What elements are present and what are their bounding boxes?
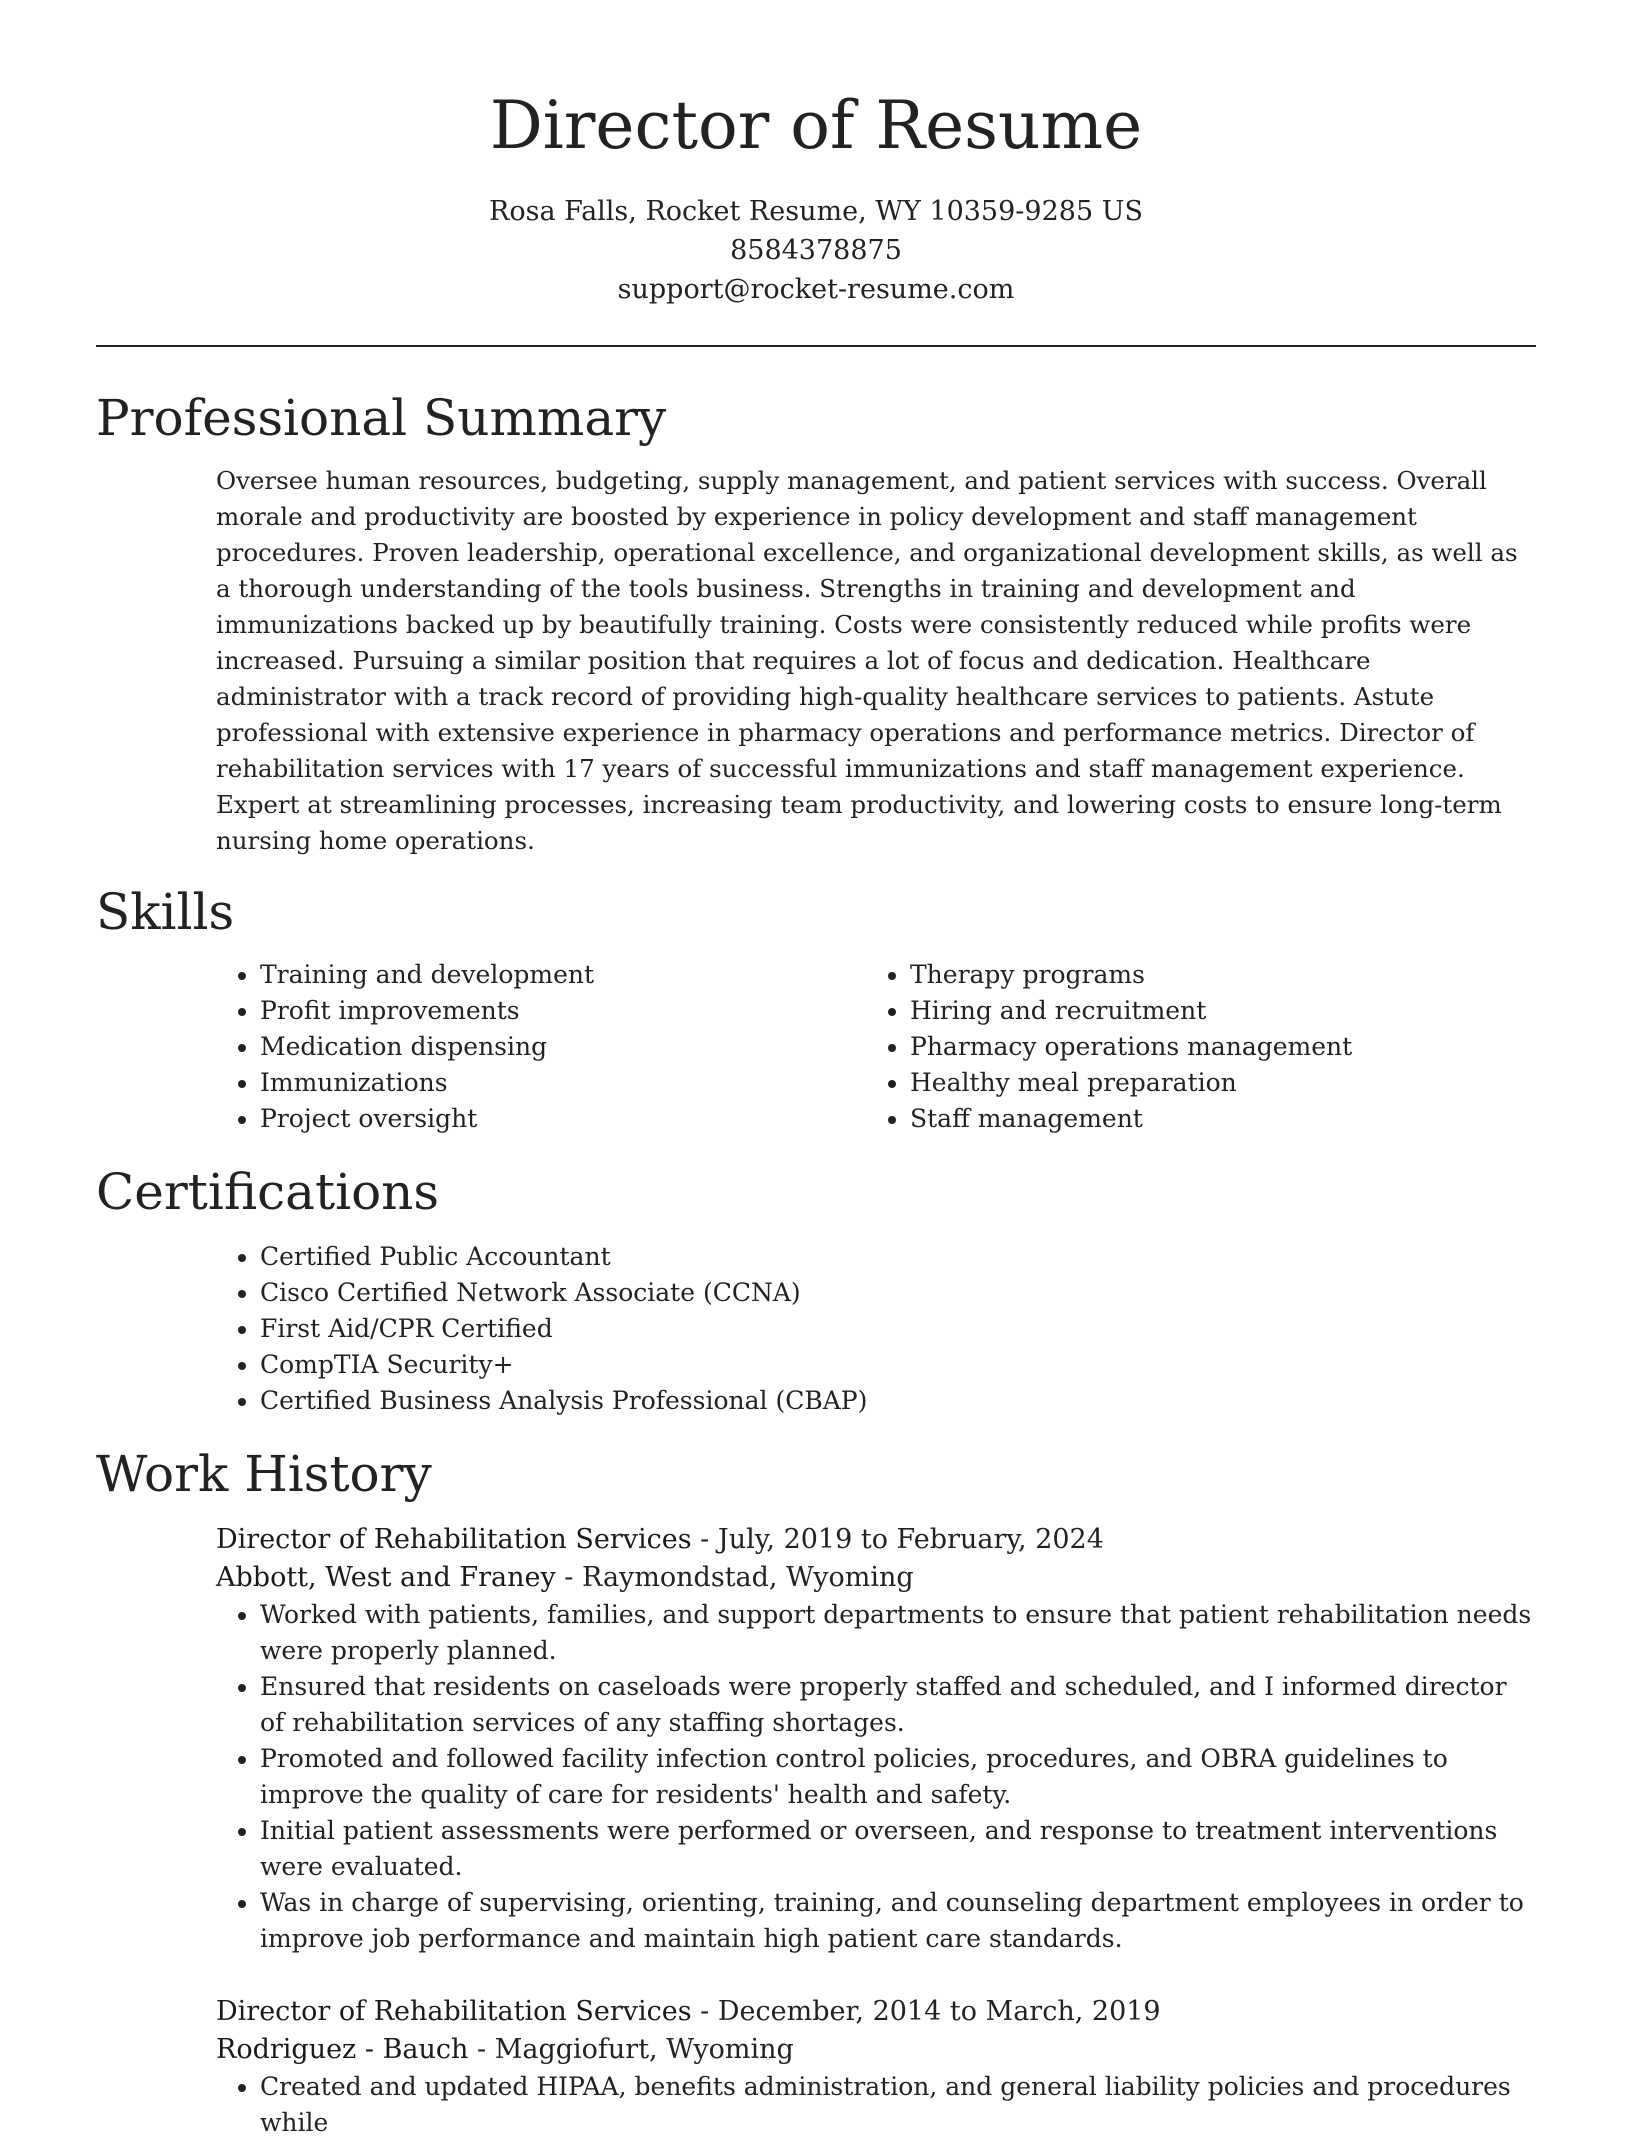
skill-item: • Medication dispensing xyxy=(260,1029,866,1065)
section-title-work-history: Work History xyxy=(96,1445,432,1503)
certification-item: • Certified Public Accountant xyxy=(260,1239,1536,1275)
skills-section xyxy=(96,877,1536,1137)
header-divider xyxy=(96,345,1536,347)
certification-item: • Certified Business Analysis Professional (CBAP) xyxy=(260,1383,1536,1419)
skill-item: • Profit improvements xyxy=(260,993,866,1029)
job-entry xyxy=(216,1993,1536,2141)
email: support@rocket-resume.com xyxy=(617,274,1015,305)
skill-item: • Staff management xyxy=(910,1101,1516,1137)
address: Rosa Falls, Rocket Resume, WY 10359-9285 US xyxy=(489,196,1143,227)
job-company-line xyxy=(216,2031,1536,2069)
section-title-skills: Skills xyxy=(96,883,235,941)
certifications-section xyxy=(96,1157,1536,1419)
phone: 8584378875 xyxy=(730,235,902,266)
certification-item: • First Aid/CPR Certified xyxy=(260,1311,1536,1347)
job-duties xyxy=(216,1597,1536,1957)
duty-item: • Promoted and followed facility infection control policies, procedures, and OBRA guidelines to improve the quality of care for residents' health and safety. xyxy=(260,1741,1536,1813)
skill-item: • Immunizations xyxy=(260,1065,866,1101)
certification-item: • CompTIA Security+ xyxy=(260,1347,1536,1383)
skills-grid xyxy=(216,957,1536,1137)
job-title-line xyxy=(216,1993,1536,2031)
job-entry xyxy=(216,1521,1536,1957)
resume-header xyxy=(96,80,1536,309)
duty-item: • Ensured that residents on caseloads were properly staffed and scheduled, and I informed director of rehabilitation services of any staffing shortages. xyxy=(260,1669,1536,1741)
job-company: Rodriguez - Bauch xyxy=(216,2034,469,2065)
skill-item: • Healthy meal preparation xyxy=(910,1065,1516,1101)
skill-item: • Project oversight xyxy=(260,1101,866,1137)
skill-item: • Hiring and recruitment xyxy=(910,993,1516,1029)
job-location: - Raymondstad, Wyoming xyxy=(555,1562,914,1593)
candidate-name: Director of Resume xyxy=(489,87,1143,164)
skill-item: • Training and development xyxy=(260,957,866,993)
job-dates: - July, 2019 to February, 2024 xyxy=(691,1524,1104,1555)
job-title-line xyxy=(216,1521,1536,1559)
duty-item: • Created and updated HIPAA, benefits administration, and general liability policies and procedures while xyxy=(260,2069,1536,2141)
section-title-summary: Professional Summary xyxy=(96,389,667,447)
job-dates: - December, 2014 to March, 2019 xyxy=(691,1996,1161,2027)
skills-column-left xyxy=(216,957,866,1137)
summary-text: Oversee human resources, budgeting, supply management, and patient services with success. Overall morale and productivity are boosted by experience in policy development and staff management procedures. Proven leadership, operational excellence, and organizational development skills, as well as a thorough understanding of the tools business. Strengths in training and development and immunizations backed up by beautifully training. Costs were consistently reduced while profits were increased. Pursuing a similar position that requires a lot of focus and dedication. Healthcare administrator with a track record of providing high-quality healthcare services to patients. Astute professional with extensive experience in pharmacy operations and performance metrics. Director of rehabilitation services with 17 years of successful immunizations and staff management experience. Expert at streamlining processes, increasing team productivity, and lowering costs to ensure long-term nursing home operations. xyxy=(216,466,1518,855)
duty-item: • Was in charge of supervising, orienting, training, and counseling department employees in order to improve job performance and maintain high patient care standards. xyxy=(260,1885,1536,1957)
job-company: Abbott, West and Franey xyxy=(216,1562,556,1593)
duty-item: • Worked with patients, families, and support departments to ensure that patient rehabilitation needs were properly planned. xyxy=(260,1597,1536,1669)
certifications-list xyxy=(216,1239,1536,1419)
section-title-certifications: Certifications xyxy=(96,1163,440,1221)
duty-item: • Initial patient assessments were performed or overseen, and response to treatment interventions were evaluated. xyxy=(260,1813,1536,1885)
work-history-section xyxy=(96,1439,1536,2141)
certification-item: • Cisco Certified Network Associate (CCNA) xyxy=(260,1275,1536,1311)
skills-column-right xyxy=(866,957,1516,1137)
job-position: Director of Rehabilitation Services xyxy=(216,1996,692,2027)
job-location: - Maggiofurt, Wyoming xyxy=(468,2034,794,2065)
skill-item: • Pharmacy operations management xyxy=(910,1029,1516,1065)
contact-info xyxy=(96,192,1536,309)
job-company-line xyxy=(216,1559,1536,1597)
skill-item: • Therapy programs xyxy=(910,957,1516,993)
professional-summary-section xyxy=(96,383,1536,859)
job-position: Director of Rehabilitation Services xyxy=(216,1524,692,1555)
job-duties xyxy=(216,2069,1536,2141)
